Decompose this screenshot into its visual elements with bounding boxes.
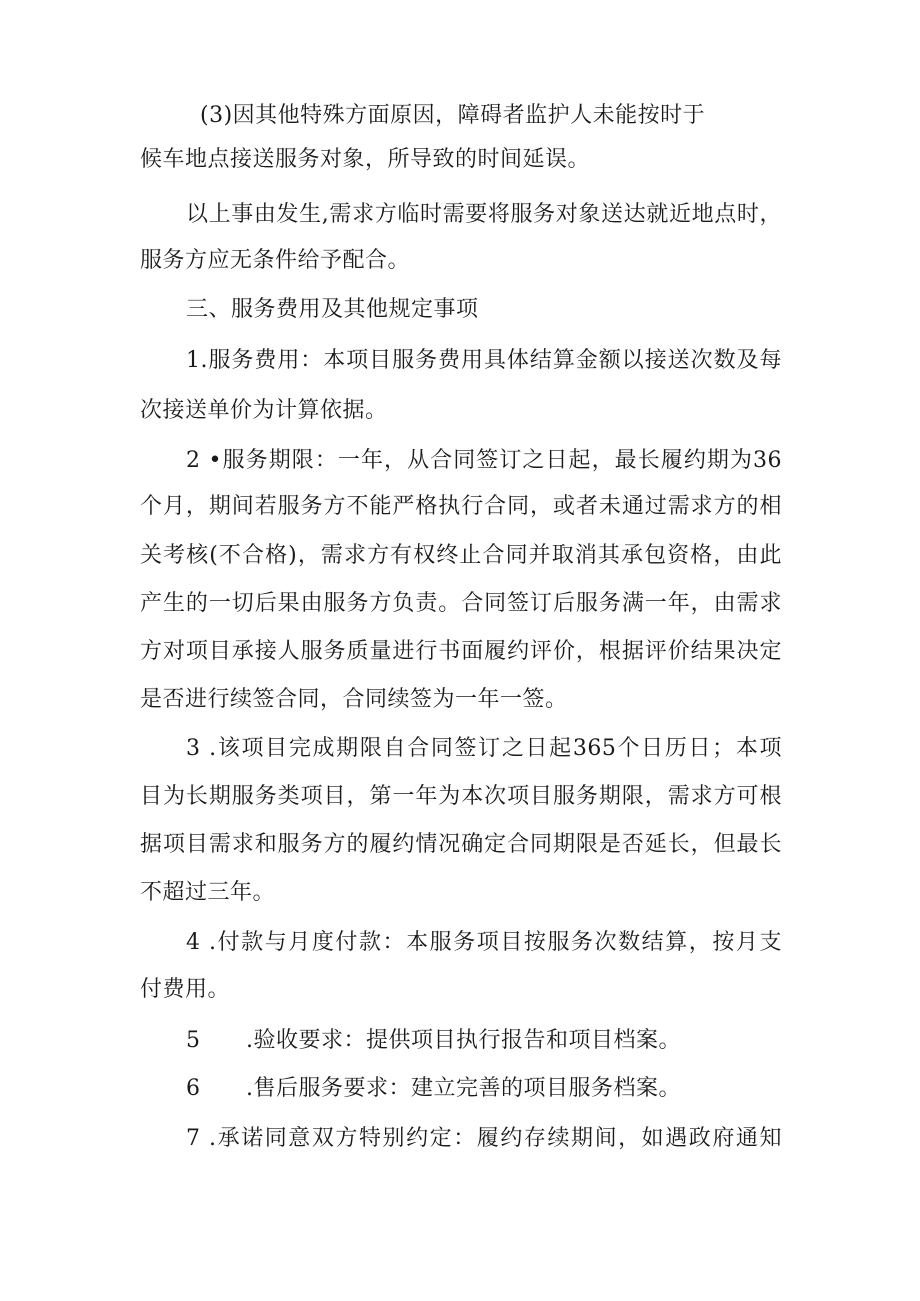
item-2-line-3: 关考核(不合格)，需求方有权终止合同并取消其承包资格，由此 xyxy=(140,543,782,568)
item-6-text: .售后服务要求：建立完善的项目服务档案。 xyxy=(246,1076,681,1101)
item-4-line-2: 付费用。 xyxy=(140,977,231,1002)
item-3-line-2: 目为长期服务类项目，第一年为本次项目服务期限，需求方可根 xyxy=(140,784,782,809)
item-2-line-5: 方对项目承接人服务质量进行书面履约评价，根据评价结果决定 xyxy=(140,639,782,664)
item-5-text: .验收要求：提供项目执行报告和项目档案。 xyxy=(246,1028,681,1053)
item-4-line-1: 4 .付款与月度付款：本服务项目按服务次数结算，按月支 xyxy=(186,930,782,955)
paragraph-line-2: 候车地点接送服务对象，所导致的时间延误。 xyxy=(140,147,591,172)
paragraph-line-3: 以上事由发生,需求方临时需要将服务对象送达就近地点时， xyxy=(186,202,782,227)
item-2-line-6: 是否进行续签合同，合同续签为一年一签。 xyxy=(140,687,568,712)
item-5-line xyxy=(186,1026,681,1056)
item-1-line-2: 次接送单价为计算依据。 xyxy=(140,398,388,423)
item-3-line-3: 据项目需求和服务方的履约情况确定合同期限是否延长，但最长 xyxy=(140,832,782,857)
item-6-line xyxy=(186,1074,681,1104)
item-2-line-1: 2 •服务期限：一年，从合同签订之日起，最长履约期为36 xyxy=(186,448,782,473)
item-3-line-1: 3 .该项目完成期限自合同签订之日起365个日历日；本项 xyxy=(186,736,782,761)
paragraph-line-1: (3)因其他特殊方面原因，障碍者监护人未能按时于 xyxy=(200,103,706,128)
item-2-line-2: 个月，期间若服务方不能严格执行合同，或者未通过需求方的相 xyxy=(140,494,782,519)
item-6-number: 6 xyxy=(186,1076,201,1101)
item-1-line-1: 1.服务费用：本项目服务费用具体结算金额以接送次数及每 xyxy=(186,348,782,373)
item-5-number: 5 xyxy=(186,1028,201,1053)
paragraph-line-4: 服务方应无条件给予配合。 xyxy=(140,248,411,273)
item-3-line-4: 不超过三年。 xyxy=(140,880,276,905)
section-heading: 三、服务费用及其他规定事项 xyxy=(186,297,479,322)
item-2-line-4: 产生的一切后果由服务方负责。合同签订后服务满一年，由需求 xyxy=(140,591,782,616)
item-7-line-1: 7 .承诺同意双方特别约定：履约存续期间，如遇政府通知 xyxy=(186,1126,782,1151)
